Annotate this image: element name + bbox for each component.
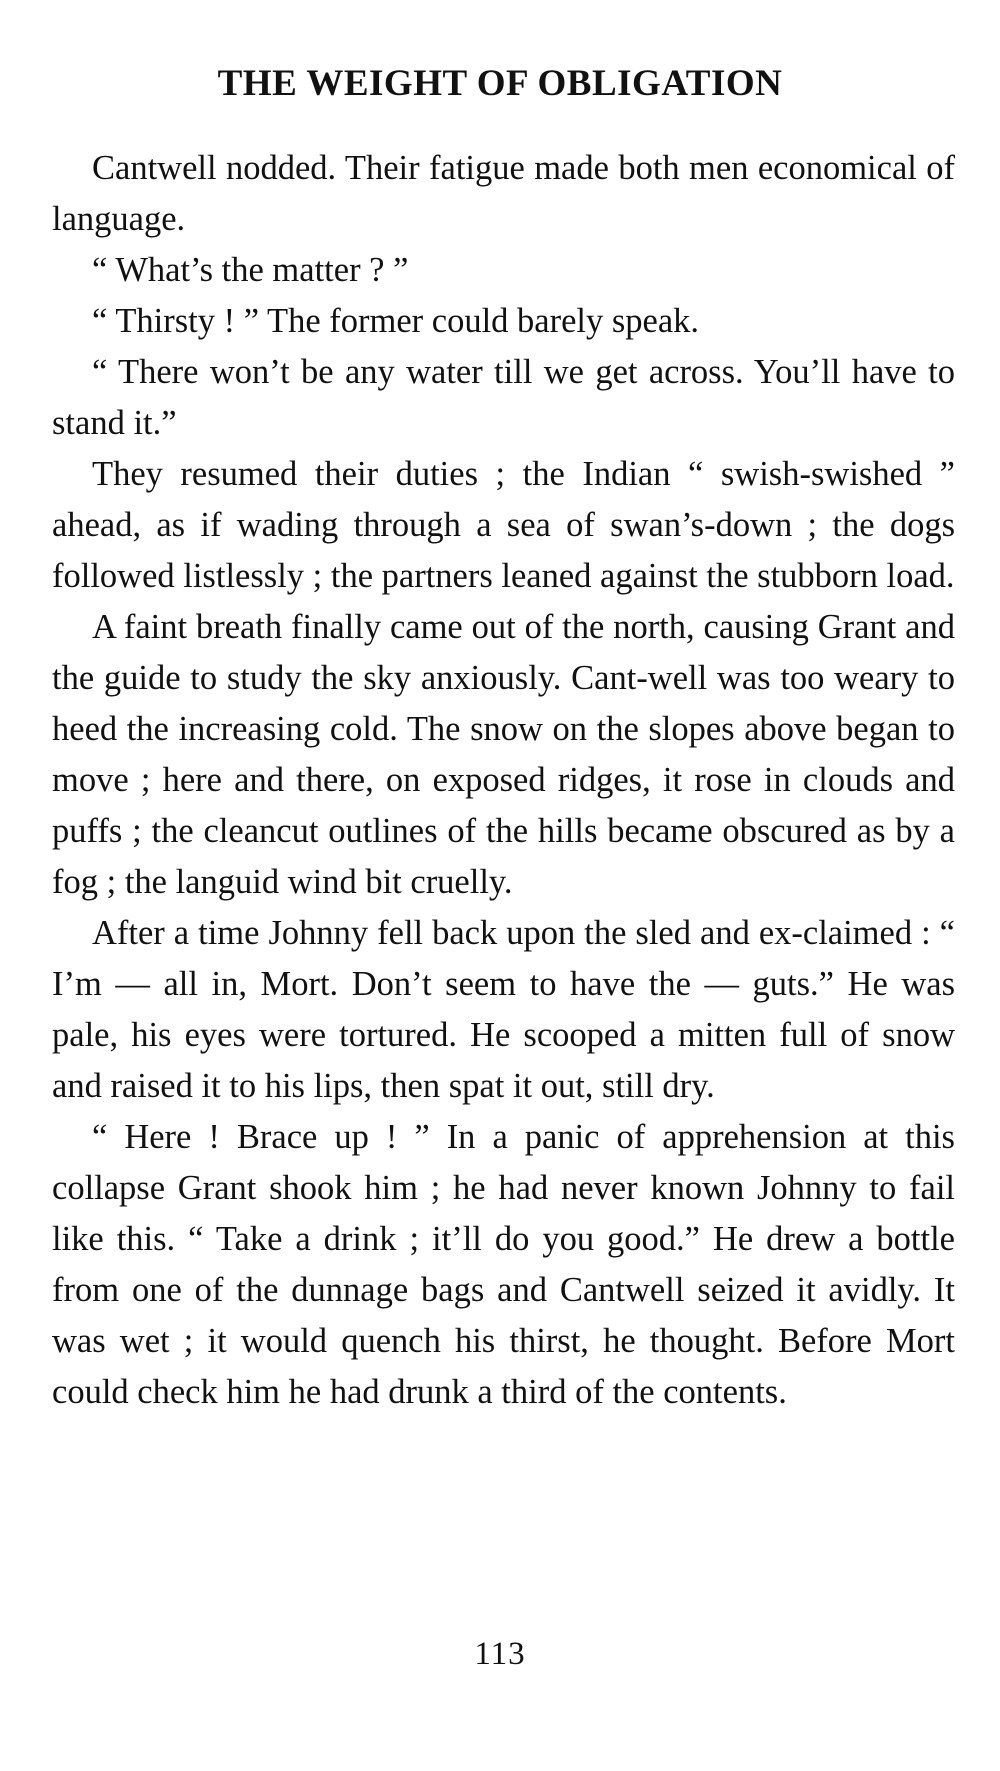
paragraph-6: A faint breath finally came out of the north, causing Grant and the guide to study the sky anxiously. Cant-well was too weary to heed the increasing cold. The snow on the slopes above began to move ; here and there, on exposed ridges, it rose in clouds and puffs ; the cleancut outlines of the hills became obscured as by a fog ; the languid wind bit cruelly. — [52, 608, 955, 901]
paragraph-3: “ Thirsty ! ” The former could barely speak. — [92, 302, 700, 340]
body-text — [52, 143, 955, 1418]
paragraph-1: Cantwell nodded. Their fatigue made both men economical of language. — [52, 149, 955, 238]
paragraph-8: “ Here ! Brace up ! ” In a panic of apprehension at this collapse Grant shook him ; he had never known Johnny to fail like this. “ Take a drink ; it’ll do you good.” He drew a bottle from one of the dunnage bags and Cantwell seized it avidly. It was wet ; it would quench his thirst, he thought. Before Mort could check him he had drunk a third of the contents. — [52, 1118, 955, 1411]
page-number: 113 — [474, 1636, 526, 1672]
running-head: THE WEIGHT OF OBLIGATION — [217, 63, 783, 104]
paragraph-5: They resumed their duties ; the Indian “ swish-swished ” ahead, as if wading through a sea of swan’s-down ; the dogs followed listlessly ; the partners leaned against the stubborn load. — [52, 455, 955, 595]
paragraph-7: After a time Johnny fell back upon the sled and ex-claimed : “ I’m — all in, Mort. Don’t seem to have the — guts.” He was pale, his eyes were tortured. He scooped a mitten full of snow and raised it to his lips, then spat it out, still dry. — [52, 914, 955, 1105]
paragraph-2: “ What’s the matter ? ” — [92, 251, 409, 289]
paragraph-4: “ There won’t be any water till we get across. You’ll have to stand it.” — [52, 353, 955, 442]
